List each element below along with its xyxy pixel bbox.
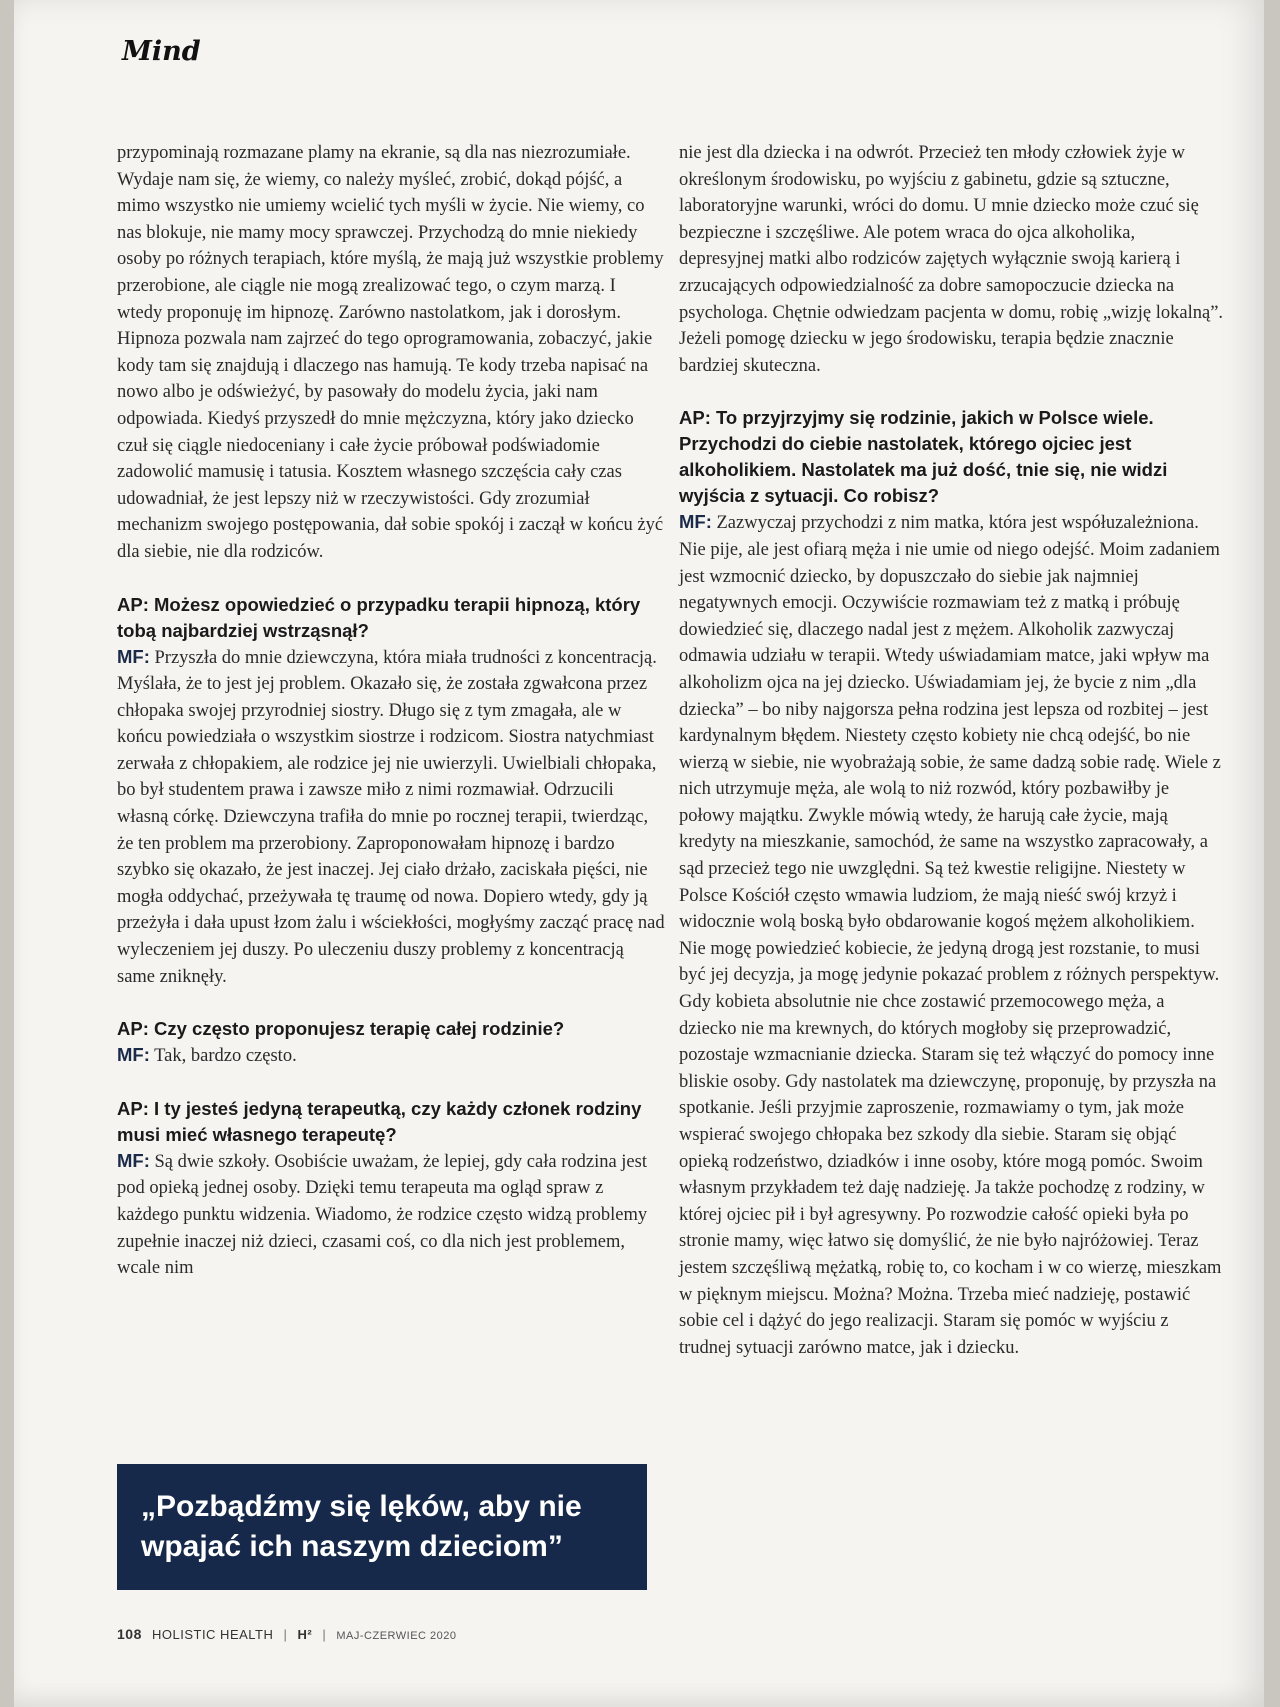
issue-date: MAJ-CZERWIEC 2020: [336, 1630, 457, 1642]
question-2: AP: Czy często proponujesz terapię całej rodzinie?: [117, 1018, 565, 1040]
page-number: 108: [117, 1626, 142, 1642]
question-1: AP: Możesz opowiedzieć o przypadku terapii hipnozą, który tobą najbardziej wstrząsnął?: [117, 593, 641, 641]
answer-4-text: Zazwyczaj przychodzi z nim matka, która jest współuzależniona. Nie pije, ale jest ofiarą męża i nie umie od niego odejść. Moim zadaniem jest wzmocnić dziecko, by dopuszczało do siebie jak najmniej negatywnych emocji. Oczywiście rozmawiam też z matką i próbuję dowiedzieć się, dlaczego nadal jest z mężem. Alkoholik zazwyczaj odmawia udziału w terapii. Wtedy uświadamiam matce, jaki wpływ ma alkoholizm ojca na jej dziecko. Uświadamiam jej, że bycie z nim „dla dziecka” – bo niby najgorsza pełna rodzina jest lepsza od rozbitej – jest kardynalnym błędem. Niestety często kobiety nie chcą odejść, bo nie wierzą w siebie, nie wyobrażają sobie, że same dadzą sobie radę. Wiele z nich utrzymuje męża, ale wolą to niż rozwód, który pozbawiłby je połowy majątku. Zwykle mówią wtedy, że harują całe życie, mają kredyty na mieszkanie, samochód, że same na wszystko zapracowały, a sąd przecież tego nie uwzględni. Są też kwestie religijne. Niestety w Polsce Kościół często wmawia ludziom, że mają nieść swój krzyż i widocznie wolą boską było obdarowanie kogoś mężem alkoholikiem. Nie mogę powiedzieć kobiecie, że jedyną drogą jest rozstanie, to musi być jej decyzja, ja mogę jedynie pokazać problem z różnych perspektyw. Gdy kobieta absolutnie nie chce zostawić przemocowego męża, a dziecko nie ma krewnych, do których mogłoby się przeprowadzić, pozostaje wzmacnianie dziecka. Staram się też włączyć do pomocy inne bliskie osoby. Gdy nastolatek ma dziewczynę, proponuję, by przyszła na spotkanie. Jeśli przyjmie zaproszenie, rozmawiamy o tym, jak może wspierać swojego chłopaka bez szkody dla siebie. Staram się objąć opieką rodzeństwo, dziadków i inne osoby, które mogą pomóc. Swoim własnym przykładem też daję nadzieję. Ja także pochodzę z rodziny, w której ojciec pił i był agresywny. Po rozwodzie całość opieki była po stronie mamy, więc łatwo się domyślić, że nie było najróżowiej. Teraz jestem szczęśliwą mężatką, robię to, co kocham i w co wierzę, mieszkam w pięknym miejscu. Można? Można. Trzeba mieć nadzieję, postawić sobie cel i dążyć do jego realizacji. Staram się pomóc w wyjściu z trudnej sytuacji zarówno matce, jak i dziecku.: [679, 513, 1222, 1358]
right-column: [679, 140, 1224, 1361]
page-footer: [117, 1626, 457, 1642]
answer-tag: MF:: [117, 645, 150, 667]
answer-tag: MF:: [117, 1044, 150, 1066]
footer-separator: |: [283, 1627, 288, 1642]
intro-paragraph: przypominają rozmazane plamy na ekranie, są dla nas niezrozumiałe. Wydaje nam się, że wiemy, co należy myśleć, zrobić, dokąd pójść, a mimo wszystko nie umiemy wcielić tych myśli w życie. Nie wiemy, co nas blokuje, nie mamy mocy sprawczej. Przychodzą do mnie niekiedy osoby po różnych terapiach, które myślą, że mają już wszystkie problemy przerobione, ale ciągle nie mogą zrealizować tego, o czym marzą. I wtedy proponuję im hipnozę. Zarówno nastolatkom, jak i dorosłym. Hipnoza pozwala nam zajrzeć do tego oprogramowania, zobaczyć, jakie kody tam się znajdują i dlaczego nas hamują. Te kody trzeba napisać na nowo albo je odświeżyć, by pasowały do modelu życia, jaki nam odpowiada. Kiedyś przyszedł do mnie mężczyzna, który jako dziecko czuł się ciągle niedoceniany i całe życie próbował podświadomie zadowolić mamusię i tatusia. Kosztem własnego szczęścia cały czas udowadniał, że jest lepszy niż w rzeczywistości. Gdy zrozumiał mechanizm swojego postępowania, dał sobie spokój i zaczął w końcu żyć dla siebie, nie dla rodziców.: [117, 143, 664, 562]
answer-3-text: Są dwie szkoły. Osobiście uważam, że lepiej, gdy cała rodzina jest pod opieką jednej osoby. Dzięki temu terapeuta ma ogląd spraw z każdego punktu widzenia. Wiadomo, że rodzice często widzą problemy zupełnie inaczej niż dzieci, czasami coś, co dla nich jest problemem, wcale nim: [117, 1151, 648, 1279]
answer-1: [117, 644, 665, 991]
question-4: AP: To przyjrzyjmy się rodzinie, jakich w Polsce wiele. Przychodzi do ciebie nastolatek, którego ojciec jest alkoholikiem. Nastolatek ma już dość, tnie się, nie widzi wyjścia z sytuacji. Co robisz?: [679, 407, 1168, 507]
answer-tag: MF:: [117, 1149, 150, 1171]
answer-2-text: Tak, bardzo często.: [149, 1046, 297, 1067]
footer-separator: |: [322, 1627, 327, 1642]
answer-2: [117, 1042, 665, 1070]
answer-3: [117, 1148, 665, 1282]
magazine-logo: H²: [297, 1627, 313, 1642]
pull-quote-box: [117, 1464, 647, 1590]
question-3: AP: I ty jesteś jedyną terapeutką, czy każdy członek rodziny musi mieć własnego terapeutę?: [117, 1097, 642, 1145]
left-column: [117, 140, 665, 1282]
continued-paragraph: nie jest dla dziecka i na odwrót. Przecież ten młody człowiek żyje w określonym środowisku, po wyjściu z gabinetu, gdzie są sztuczne, laboratoryjne warunki, wróci do domu. U mnie dziecko może czuć się bezpieczne i szczęśliwe. Ale potem wraca do ojca alkoholika, depresyjnej matki albo rodziców zajętych wyłącznie swoją karierą i zrzucających odpowiedzialność za dobre samopoczucie dziecka na psychologa. Chętnie odwiedzam pacjenta w domu, robię „wizję lokalną”. Jeżeli pomogę dziecku w jego środowisku, terapia będzie znacznie bardziej skuteczna.: [679, 143, 1224, 376]
answer-1-text: Przyszła do mnie dziewczyna, która miała trudności z koncentracją. Myślała, że to jest jej problem. Okazało się, że została zgwałcona przez chłopaka swojej przyrodniej siostry. Długo się z tym zmagała, ale w końcu powiedziała o wszystkim siostrze i rodzicom. Siostra natychmiast zerwała z chłopakiem, ale rodzice jej nie uwierzyli. Uwielbiali chłopaka, bo był studentem prawa i zawsze miło z nimi rozmawiał. Odrzucili własną córkę. Dziewczyna trafiła do mnie po rocznej terapii, twierdząc, że ten problem ma przerobiony. Zaproponowałam hipnozę i bardzo szybko się okazało, że jest inaczej. Jej ciało drżało, zaciskała pięści, nie mogła oddychać, przeżywała tę traumę od nowa. Dopiero wtedy, gdy ją przeżyła i dała upust łzom żalu i wściekłości, mogłyśmy zacząć pracę nad wyleczeniem jej duszy. Po uleczeniu duszy problemy z koncentracją same zniknęły.: [117, 647, 665, 987]
pull-quote: „Pozbądźmy się lęków, aby nie wpajać ich naszym dzieciom”: [141, 1490, 582, 1563]
magazine-name: HOLISTIC HEALTH: [151, 1627, 274, 1642]
section-label: Mind: [122, 36, 201, 67]
answer-4: [679, 509, 1224, 1361]
answer-tag: MF:: [679, 511, 712, 533]
magazine-page: [14, 0, 1264, 1707]
